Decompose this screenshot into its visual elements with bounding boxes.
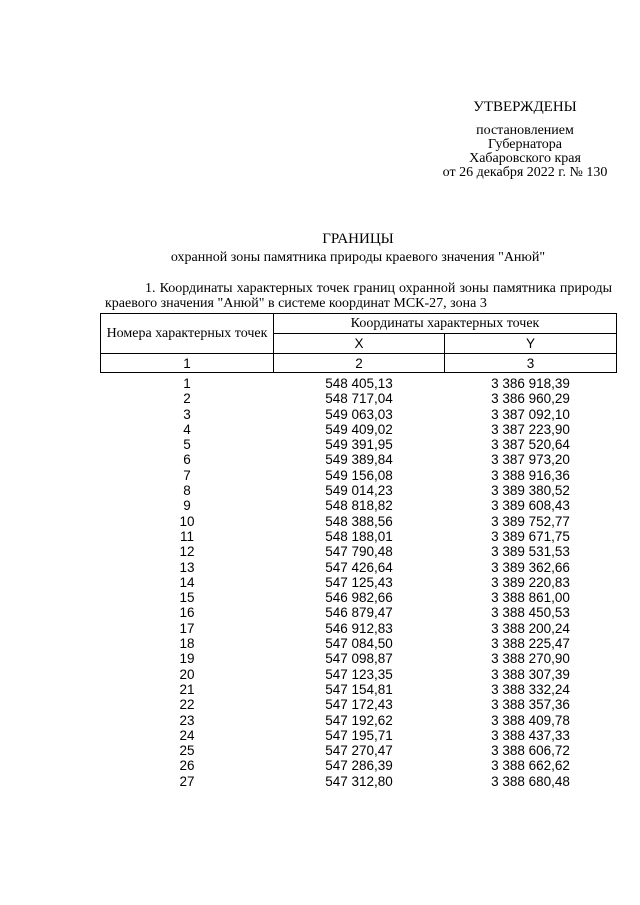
coordinate-y: 3 389 752,77 bbox=[491, 513, 570, 529]
point-number: 8 bbox=[183, 483, 191, 499]
coordinate-x: 549 409,02 bbox=[325, 421, 393, 437]
coordinates-table bbox=[100, 313, 617, 789]
table-row bbox=[101, 483, 617, 498]
coordinate-x: 547 790,48 bbox=[325, 544, 393, 560]
table-row bbox=[101, 667, 617, 682]
coordinate-x: 548 717,04 bbox=[325, 391, 393, 407]
coordinate-y: 3 386 960,29 bbox=[491, 391, 570, 407]
point-number: 17 bbox=[179, 620, 195, 636]
coordinate-x: 548 818,82 bbox=[325, 498, 393, 514]
coordinate-x: 549 063,03 bbox=[325, 406, 393, 422]
header-y: Y bbox=[445, 334, 617, 354]
coordinate-y: 3 388 225,47 bbox=[491, 636, 570, 652]
coordinate-x: 547 192,62 bbox=[325, 712, 393, 728]
table-row bbox=[101, 498, 617, 513]
table-row bbox=[101, 728, 617, 743]
table-row bbox=[101, 605, 617, 620]
approval-line-1: постановлением bbox=[476, 123, 574, 138]
coordinate-y: 3 386 918,39 bbox=[491, 376, 570, 391]
table-row bbox=[101, 621, 617, 636]
table-row bbox=[101, 452, 617, 467]
coordinate-y: 3 389 380,52 bbox=[491, 483, 570, 499]
point-number: 27 bbox=[179, 773, 195, 789]
coordinate-y: 3 388 861,00 bbox=[491, 590, 570, 606]
coordinate-x: 547 270,47 bbox=[325, 743, 393, 759]
coordinate-y: 3 388 606,72 bbox=[491, 743, 570, 759]
table-row bbox=[101, 758, 617, 773]
column-number-3: 3 bbox=[445, 354, 617, 373]
point-number: 10 bbox=[179, 513, 195, 529]
coordinate-y: 3 389 608,43 bbox=[491, 498, 570, 514]
point-number: 9 bbox=[183, 498, 191, 514]
coordinate-y: 3 388 662,62 bbox=[491, 758, 570, 774]
point-number: 16 bbox=[179, 605, 195, 621]
point-number: 26 bbox=[179, 758, 195, 774]
table-row bbox=[101, 373, 617, 392]
table-row bbox=[101, 560, 617, 575]
point-number: 1 bbox=[183, 376, 191, 391]
coordinate-x: 548 388,56 bbox=[325, 513, 393, 529]
coordinate-x: 548 405,13 bbox=[325, 376, 393, 391]
coordinate-x: 549 014,23 bbox=[325, 483, 393, 499]
approval-line-2: Губернатора bbox=[487, 137, 563, 152]
coordinate-x: 547 123,35 bbox=[325, 666, 393, 682]
point-number: 5 bbox=[183, 437, 191, 453]
header-x: X bbox=[274, 334, 445, 354]
table-row bbox=[101, 468, 617, 483]
coordinate-y: 3 388 450,53 bbox=[491, 605, 570, 621]
point-number: 12 bbox=[179, 544, 195, 560]
coordinate-x: 549 391,95 bbox=[325, 437, 393, 453]
table-row bbox=[101, 774, 617, 789]
coordinate-x: 547 426,64 bbox=[325, 559, 393, 575]
coordinate-y: 3 388 332,24 bbox=[491, 681, 570, 697]
coordinate-x: 549 389,84 bbox=[325, 452, 393, 468]
point-number: 18 bbox=[179, 636, 195, 652]
approval-line-3: Хабаровского края bbox=[469, 151, 581, 166]
table-row bbox=[101, 544, 617, 559]
coordinate-y: 3 389 531,53 bbox=[491, 544, 570, 560]
coordinate-y: 3 387 520,64 bbox=[491, 437, 570, 453]
table-row bbox=[101, 713, 617, 728]
point-number: 19 bbox=[179, 651, 195, 667]
coordinate-y: 3 388 916,36 bbox=[491, 467, 570, 483]
point-number: 21 bbox=[179, 681, 195, 697]
table-row bbox=[101, 529, 617, 544]
table-row bbox=[101, 590, 617, 605]
point-number: 4 bbox=[183, 421, 191, 437]
coordinate-y: 3 388 437,33 bbox=[491, 727, 570, 743]
intro-paragraph: 1. Координаты характерных точек границ охранной зоны памятника природы краевого значения "Анюй" в системе координат МСК-27, зона 3 bbox=[105, 281, 612, 311]
coordinate-y: 3 387 973,20 bbox=[491, 452, 570, 468]
table-row bbox=[101, 697, 617, 712]
column-number-1: 1 bbox=[101, 354, 274, 373]
coordinate-x: 546 982,66 bbox=[325, 590, 393, 606]
point-number: 6 bbox=[183, 452, 191, 468]
approval-heading: УТВЕРЖДЕНЫ bbox=[473, 99, 577, 115]
coordinate-y: 3 388 200,24 bbox=[491, 620, 570, 636]
table-row bbox=[101, 651, 617, 666]
point-number: 2 bbox=[183, 391, 191, 407]
coordinate-y: 3 389 671,75 bbox=[491, 528, 570, 544]
coordinate-y: 3 389 220,83 bbox=[491, 574, 570, 590]
document-subtitle: охранной зоны памятника природы краевого значения "Анюй" bbox=[170, 250, 546, 265]
coordinate-x: 546 912,83 bbox=[325, 620, 393, 636]
point-number: 25 bbox=[179, 743, 195, 759]
coordinate-y: 3 387 092,10 bbox=[491, 406, 570, 422]
point-number: 13 bbox=[179, 559, 195, 575]
point-number: 7 bbox=[183, 467, 191, 483]
point-number: 23 bbox=[179, 712, 195, 728]
coordinate-y: 3 388 409,78 bbox=[491, 712, 570, 728]
point-number: 22 bbox=[179, 697, 195, 713]
coordinate-y: 3 388 357,36 bbox=[491, 697, 570, 713]
coordinate-x: 547 286,39 bbox=[325, 758, 393, 774]
table-row bbox=[101, 391, 617, 406]
point-number: 20 bbox=[179, 666, 195, 682]
coordinate-x: 547 084,50 bbox=[325, 636, 393, 652]
table-row bbox=[101, 422, 617, 437]
table-row bbox=[101, 407, 617, 422]
table-row bbox=[101, 575, 617, 590]
point-number: 14 bbox=[179, 574, 195, 590]
approval-line-4: от 26 декабря 2022 г. № 130 bbox=[442, 165, 608, 180]
document-title: ГРАНИЦЫ bbox=[322, 231, 394, 247]
coordinate-y: 3 387 223,90 bbox=[491, 421, 570, 437]
coordinate-x: 547 098,87 bbox=[325, 651, 393, 667]
table-row bbox=[101, 437, 617, 452]
coordinate-x: 547 125,43 bbox=[325, 574, 393, 590]
coordinate-y: 3 388 270,90 bbox=[491, 651, 570, 667]
table-row bbox=[101, 636, 617, 651]
table-row bbox=[101, 743, 617, 758]
coordinate-x: 548 188,01 bbox=[325, 528, 393, 544]
table-row bbox=[101, 682, 617, 697]
coordinate-x: 547 154,81 bbox=[325, 681, 393, 697]
coordinate-y: 3 388 307,39 bbox=[491, 666, 570, 682]
coordinate-x: 549 156,08 bbox=[325, 467, 393, 483]
table-row bbox=[101, 514, 617, 529]
point-number: 11 bbox=[179, 528, 194, 544]
coordinate-x: 547 172,43 bbox=[325, 697, 393, 713]
header-point-numbers: Номера характерных точек bbox=[101, 314, 274, 354]
table-body bbox=[101, 373, 617, 790]
coordinate-x: 546 879,47 bbox=[325, 605, 393, 621]
coordinate-x: 547 195,71 bbox=[325, 727, 393, 743]
coordinate-y: 3 388 680,48 bbox=[491, 773, 570, 789]
point-number: 3 bbox=[183, 406, 191, 422]
point-number: 24 bbox=[179, 727, 195, 743]
approval-block bbox=[420, 100, 630, 180]
column-number-2: 2 bbox=[274, 354, 445, 373]
point-number: 15 bbox=[179, 590, 195, 606]
coordinate-y: 3 389 362,66 bbox=[491, 559, 570, 575]
header-coordinates: Координаты характерных точек bbox=[274, 314, 617, 334]
coordinate-x: 547 312,80 bbox=[325, 773, 393, 789]
